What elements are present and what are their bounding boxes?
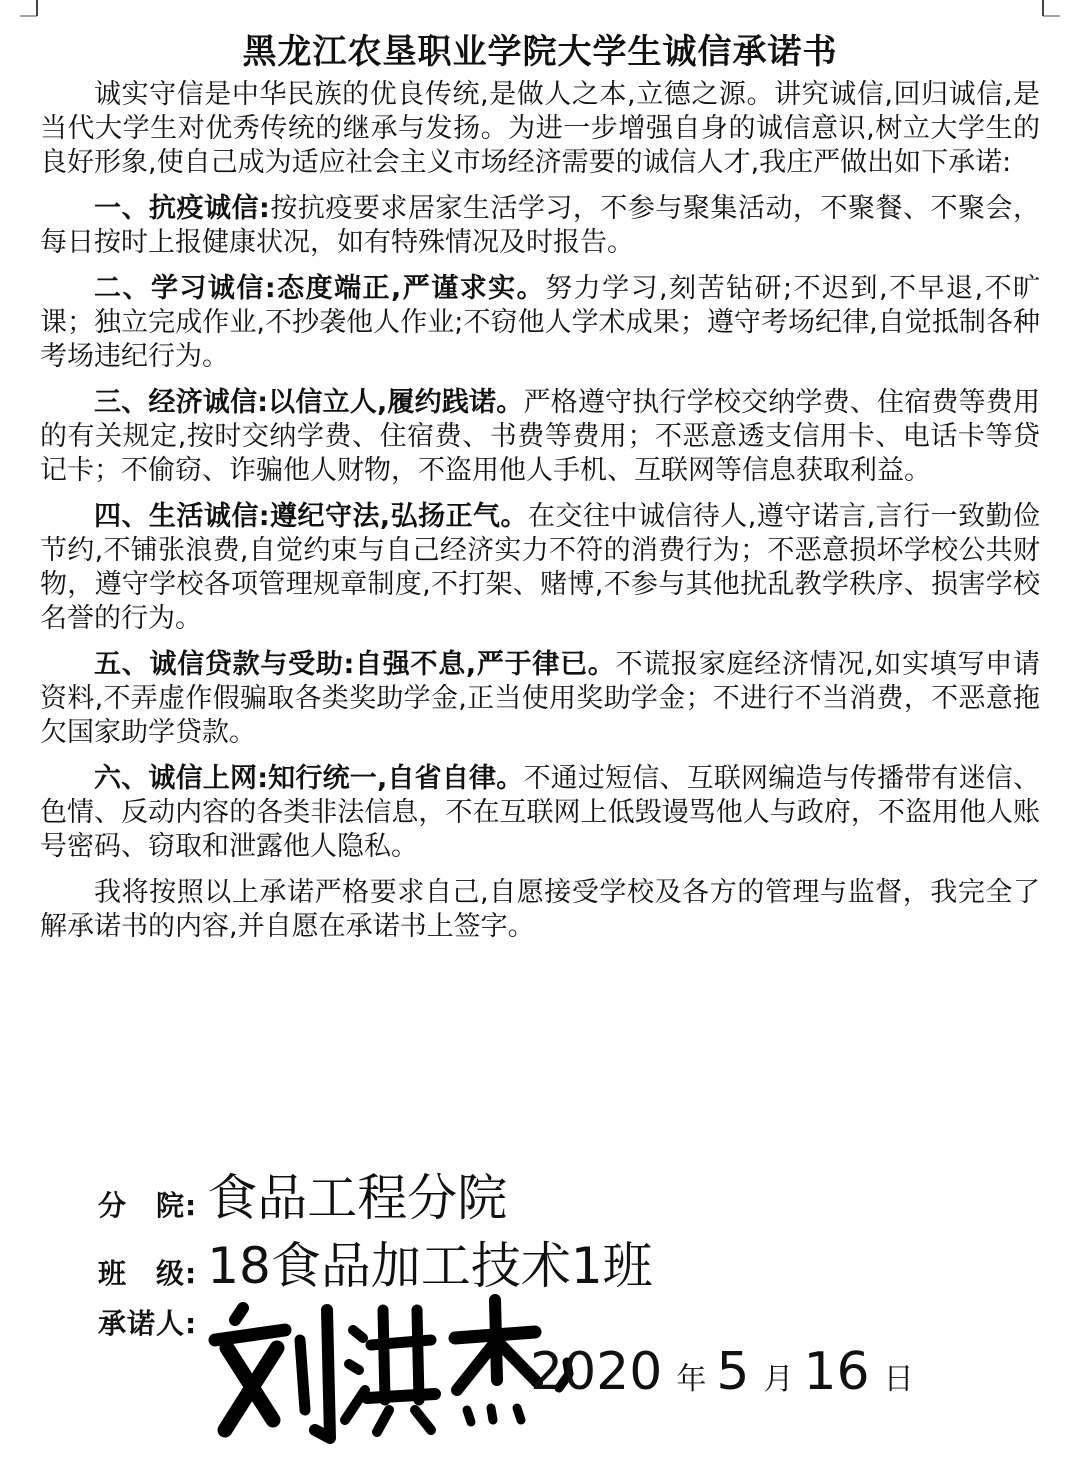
class-field (98, 1226, 653, 1298)
pledge-item-6 (40, 762, 1040, 864)
intro-paragraph: 诚实守信是中华民族的优良传统,是做人之本,立德之源。讲究诚信,回归诚信,是当代大学生对优秀传统的继承与发扬。为进一步增强自身的诚信意识,树立大学生的良好形象,使自己成为适应社会主义市场经济需要的诚信人才,我庄严做出如下承诺: (40, 79, 1040, 178)
document-body (40, 78, 1040, 956)
pledge-item-1 (40, 192, 1040, 260)
pledge-item-text: 按抗疫要求居家生活学习，不参与聚集活动，不聚餐、不聚会，每日按时上报健康状况，如有特殊情况及时报告。 (40, 193, 1040, 258)
date-year-unit: 年 (676, 1362, 707, 1397)
pledge-item-2 (40, 272, 1040, 374)
date-day-unit: 日 (883, 1362, 914, 1397)
pledge-item-lead: 二、学习诚信:态度端正,严谨求实。 (94, 273, 546, 304)
pledge-item-lead: 一、抗疫诚信: (94, 193, 270, 224)
date-field (530, 1342, 924, 1402)
pledge-item-lead: 四、生活诚信:遵纪守法,弘扬正气。 (94, 501, 528, 532)
closing-paragraph: 我将按照以上承诺严格要求自己,自愿接受学校及各方的管理与监督，我完全了解承诺书的内容,并自愿在承诺书上签字。 (40, 877, 1040, 942)
pledge-item-text: 在交往中诚信待人,遵守诺言,言行一致勤俭节约,不铺张浪费,自觉约束与自己经济实力不符的消费行为；不恶意损坏学校公共财物，遵守学校各项管理规章制度,不打架、赌博,不参与其他扰乱教学秩序、损害学校名誉的行为。 (40, 501, 1040, 634)
date-day: 16 (803, 1342, 870, 1402)
pledge-item-text: 努力学习,刻苦钻研;不迟到,不早退,不旷课；独立完成作业,不抄袭他人作业;不窃他人学术成果；遵守考场纪律,自觉抵制各种考场违纪行为。 (40, 273, 1041, 372)
pledge-item-lead: 五、诚信贷款与受助:自强不息,严于律已。 (94, 649, 616, 680)
promisor-field (98, 1302, 197, 1342)
pledge-item-text: 不通过短信、互联网编造与传播带有迷信、色情、反动内容的各类非法信息，不在互联网上低毁谩骂他人与政府，不盗用他人账号密码、窃取和泄露他人隐私。 (40, 763, 1041, 862)
class-label: 班 级: (98, 1257, 198, 1290)
department-label: 分 院: (98, 1189, 198, 1222)
pledge-item-3 (40, 386, 1040, 488)
pledge-item-4 (40, 500, 1040, 636)
pledge-item-text: 不谎报家庭经济情况,如实填写申请资料,不弄虚作假骗取各类奖助学金,正当使用奖助学金；不进行不当消费，不恶意拖欠国家助学贷款。 (40, 649, 1040, 748)
date-month: 5 (716, 1342, 750, 1402)
promisor-label: 承诺人: (98, 1307, 198, 1340)
document-title: 黑龙江农垦职业学院大学生诚信承诺书 (242, 32, 838, 72)
corner-mark-left-icon (0, 0, 38, 18)
pledge-item-text: 严格遵守执行学校交纳学费、住宿费等费用的有关规定,按时交纳学费、住宿费、书费等费用；不恶意透支信用卡、电话卡等贷记卡；不偷窃、诈骗他人财物，不盗用他人手机、互联网等信息获取利益。 (40, 387, 1041, 486)
pledge-item-lead: 三、经济诚信:以信立人,履约践诺。 (94, 387, 524, 418)
department-field (98, 1158, 507, 1230)
date-month-unit: 月 (763, 1362, 794, 1397)
date-year: 2020 (530, 1342, 663, 1402)
department-value: 食品工程分院 (207, 1169, 508, 1227)
pledge-item-5 (40, 648, 1040, 750)
pledge-item-lead: 六、诚信上网:知行统一,自省自律。 (94, 763, 524, 794)
class-value: 18食品加工技术1班 (207, 1237, 653, 1295)
corner-mark-right-icon (1042, 0, 1080, 18)
